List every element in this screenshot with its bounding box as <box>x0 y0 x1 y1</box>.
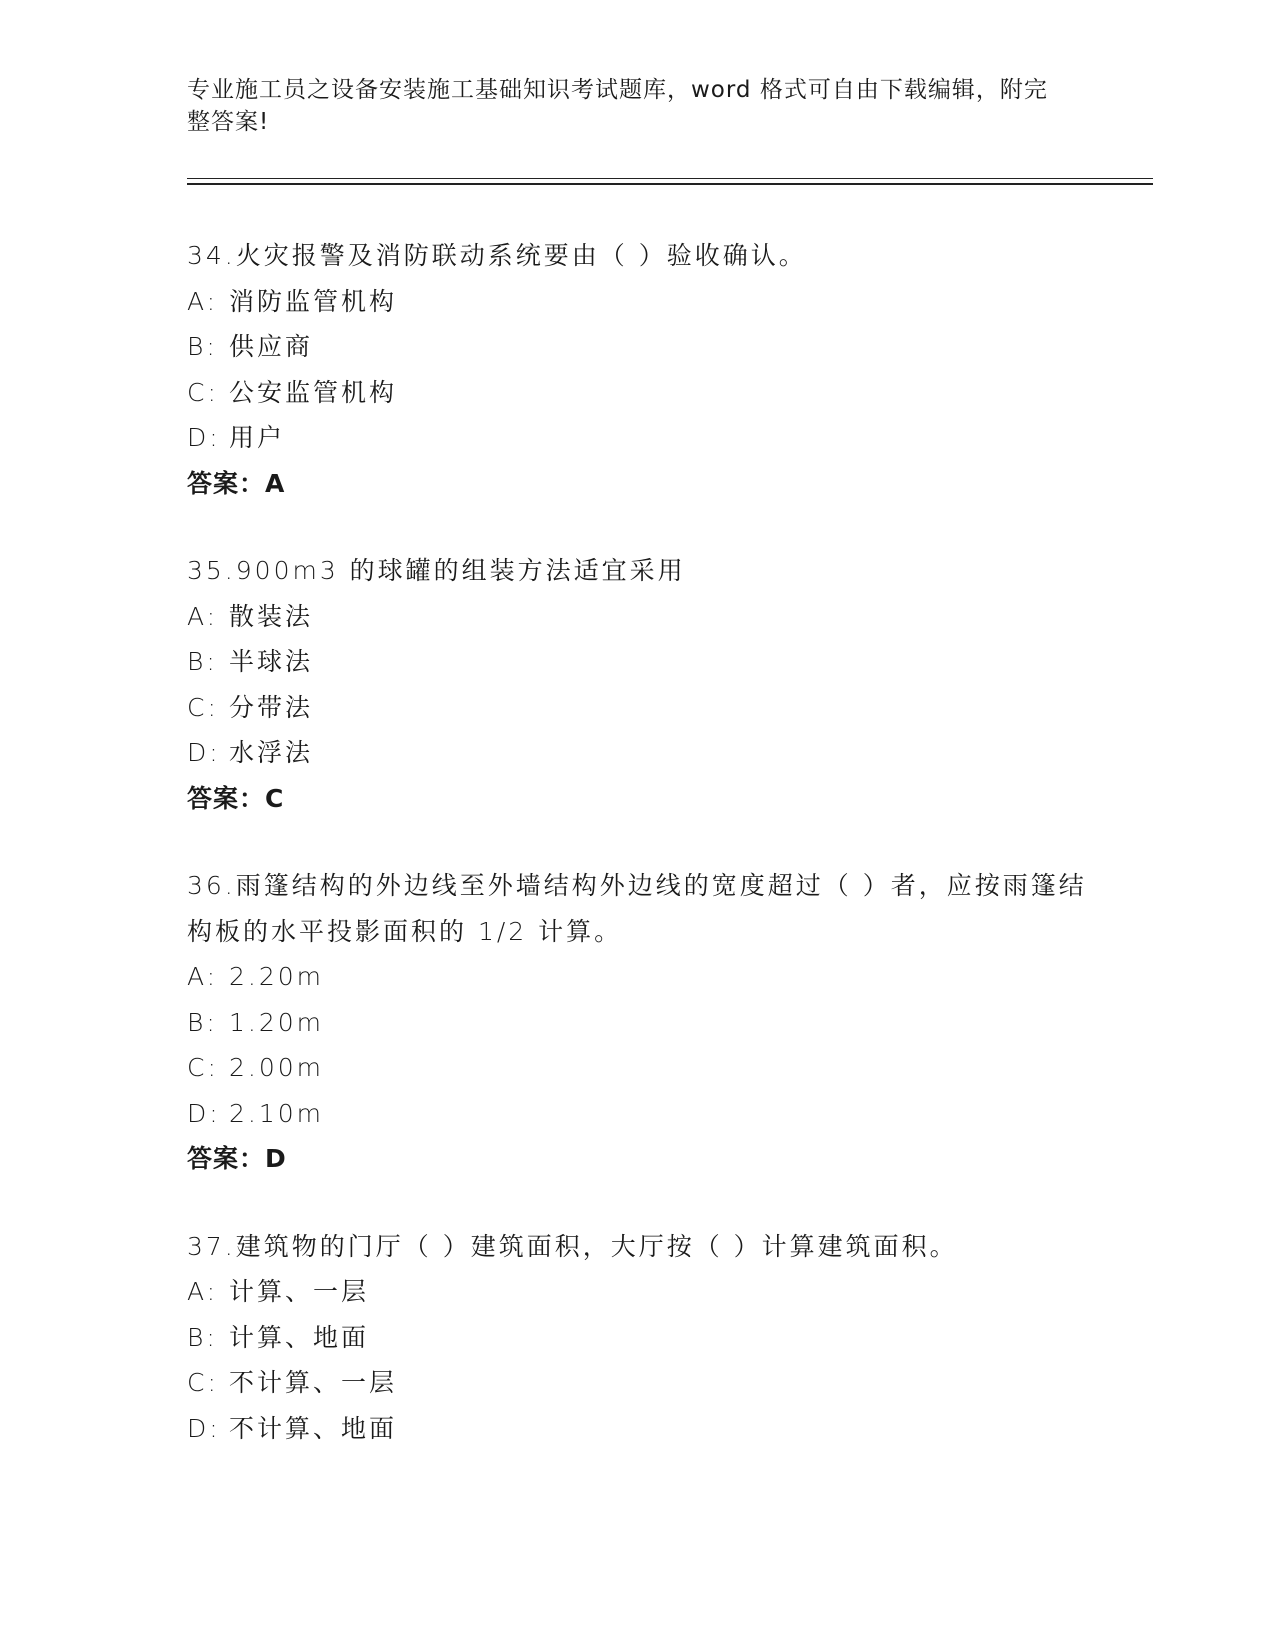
option-text: 2.10m <box>229 1098 325 1128</box>
option-text: 不计算、一层 <box>229 1368 398 1397</box>
question-37 <box>187 1224 1087 1452</box>
option-text: 分带法 <box>229 692 314 722</box>
option-b <box>187 1000 1087 1046</box>
header-divider-thick <box>187 183 1153 185</box>
option-text: 公安监管机构 <box>229 377 398 407</box>
question-title: 34.火灾报警及消防联动系统要由（ ）验收确认。 <box>187 241 807 270</box>
option-key: A: <box>187 962 219 991</box>
option-c <box>187 1360 1087 1406</box>
document-intro: 专业施工员之设备安装施工基础知识考试题库，word 格式可自由下载编辑，附完整答案! <box>187 77 1048 135</box>
option-c <box>187 370 1087 416</box>
option-a <box>187 1269 1087 1315</box>
question-title: 35.900m3 的球罐的组装方法适宜采用 <box>187 556 686 585</box>
option-key: D: <box>187 1098 221 1128</box>
option-key: B: <box>187 1007 218 1037</box>
option-key: C: <box>187 377 219 407</box>
option-text: 1.20m <box>229 1007 325 1037</box>
option-d <box>187 415 1087 461</box>
option-text: 散装法 <box>229 601 314 631</box>
option-text: 不计算、地面 <box>229 1413 398 1443</box>
option-text: 计算、一层 <box>229 1277 370 1306</box>
question-34 <box>187 233 1087 506</box>
header-divider-thin <box>187 178 1153 179</box>
question-list <box>187 233 1087 1493</box>
option-c <box>187 1045 1087 1091</box>
option-d <box>187 1406 1087 1452</box>
question-35 <box>187 548 1087 821</box>
option-key: D: <box>187 423 221 452</box>
option-key: A: <box>187 601 219 631</box>
option-key: A: <box>187 1277 219 1306</box>
option-b <box>187 639 1087 685</box>
option-c <box>187 685 1087 731</box>
question-title: 36.雨篷结构的外边线至外墙结构外边线的宽度超过（ ）者，应按雨篷结构板的水平投影面积的 1/2 计算。 <box>187 871 1087 946</box>
option-text: 计算、地面 <box>229 1322 370 1352</box>
option-text: 消防监管机构 <box>229 286 398 316</box>
option-text: 2.20m <box>229 962 325 991</box>
option-b <box>187 324 1087 370</box>
question-title: 37.建筑物的门厅（ ）建筑面积，大厅按（ ）计算建筑面积。 <box>187 1231 958 1261</box>
option-key: D: <box>187 738 221 767</box>
option-a <box>187 279 1087 325</box>
answer-line: 答案：D <box>187 1144 287 1173</box>
option-key: B: <box>187 1322 218 1352</box>
option-text: 2.00m <box>229 1053 325 1082</box>
option-key: A: <box>187 286 219 316</box>
option-a <box>187 594 1087 640</box>
question-36 <box>187 863 1087 1182</box>
answer-line: 答案：A <box>187 468 286 498</box>
option-key: C: <box>187 692 219 722</box>
option-text: 水浮法 <box>229 738 314 767</box>
option-text: 半球法 <box>229 647 314 676</box>
option-b <box>187 1315 1087 1361</box>
option-text: 用户 <box>229 423 286 452</box>
option-d <box>187 1091 1087 1137</box>
option-text: 供应商 <box>229 332 314 361</box>
option-key: D: <box>187 1413 221 1443</box>
option-a <box>187 954 1087 1000</box>
option-key: B: <box>187 332 218 361</box>
answer-line: 答案：C <box>187 783 285 813</box>
option-d <box>187 730 1087 776</box>
option-key: C: <box>187 1053 219 1082</box>
option-key: B: <box>187 647 218 676</box>
option-key: C: <box>187 1368 219 1397</box>
